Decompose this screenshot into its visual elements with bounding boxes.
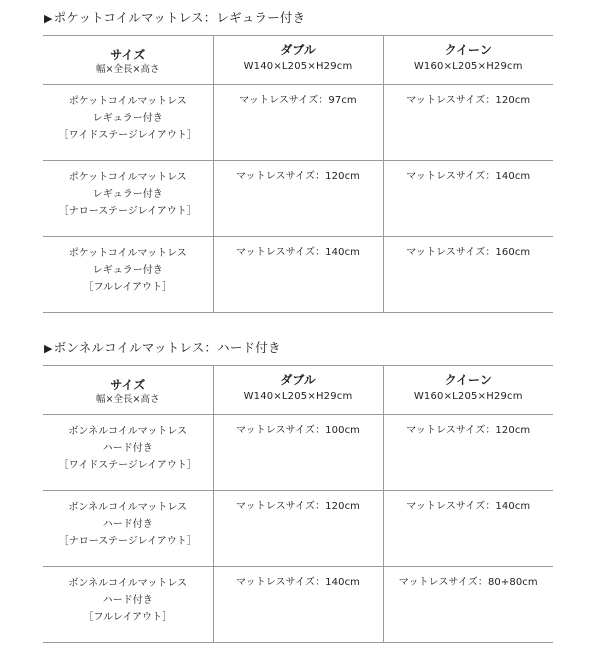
cell-queen: マットレスサイズ：120cm — [383, 85, 553, 161]
header-size-sub: 幅×全長×高さ — [96, 394, 160, 405]
header-queen — [383, 366, 553, 415]
header-double-label: ダブル — [280, 373, 316, 387]
header-queen-size: W160×L205×H29cm — [413, 391, 523, 402]
header-double-size: W140×L205×H29cm — [243, 61, 353, 72]
size-table — [43, 365, 553, 643]
header-size-label: サイズ — [110, 48, 146, 62]
header-queen-label: クイーン — [444, 373, 492, 387]
cell-double: マットレスサイズ：120cm — [213, 161, 383, 237]
header-queen-label: クイーン — [444, 43, 492, 57]
row-label: ポケットコイルマットレス レギュラー付き ［ワイドステージレイアウト］ — [43, 85, 213, 161]
cell-queen: マットレスサイズ：160cm — [383, 237, 553, 313]
triangle-right-icon: ▶ — [44, 12, 53, 25]
cell-queen: マットレスサイズ：120cm — [383, 415, 553, 491]
section-title: ▶ポケットコイルマットレス：レギュラー付き — [44, 10, 306, 25]
table-row — [43, 85, 553, 161]
header-queen — [383, 36, 553, 85]
cell-double: マットレスサイズ：140cm — [213, 567, 383, 643]
cell-double: マットレスサイズ：140cm — [213, 237, 383, 313]
table-header-row — [43, 36, 553, 85]
header-double-size: W140×L205×H29cm — [243, 391, 353, 402]
section-title: ▶ボンネルコイルマットレス：ハード付き — [44, 340, 281, 355]
triangle-right-icon: ▶ — [44, 342, 53, 355]
header-double-label: ダブル — [280, 43, 316, 57]
row-label: ポケットコイルマットレス レギュラー付き ［フルレイアウト］ — [43, 237, 213, 313]
header-double — [213, 366, 383, 415]
cell-queen: マットレスサイズ：140cm — [383, 161, 553, 237]
cell-double: マットレスサイズ：100cm — [213, 415, 383, 491]
cell-double: マットレスサイズ：120cm — [213, 491, 383, 567]
cell-queen: マットレスサイズ：80+80cm — [383, 567, 553, 643]
row-label: ポケットコイルマットレス レギュラー付き ［ナローステージレイアウト］ — [43, 161, 213, 237]
table-header-row — [43, 366, 553, 415]
header-double — [213, 36, 383, 85]
table-row — [43, 567, 553, 643]
row-label: ボンネルコイルマットレス ハード付き ［フルレイアウト］ — [43, 567, 213, 643]
table-row — [43, 415, 553, 491]
header-size-label: サイズ — [110, 378, 146, 392]
cell-queen: マットレスサイズ：140cm — [383, 491, 553, 567]
cell-double: マットレスサイズ：97cm — [213, 85, 383, 161]
table-row — [43, 161, 553, 237]
header-size — [43, 36, 213, 85]
size-table — [43, 35, 553, 313]
header-size-sub: 幅×全長×高さ — [96, 64, 160, 75]
table-row — [43, 491, 553, 567]
header-size — [43, 366, 213, 415]
row-label: ボンネルコイルマットレス ハード付き ［ワイドステージレイアウト］ — [43, 415, 213, 491]
header-queen-size: W160×L205×H29cm — [413, 61, 523, 72]
row-label: ボンネルコイルマットレス ハード付き ［ナローステージレイアウト］ — [43, 491, 213, 567]
table-row — [43, 237, 553, 313]
